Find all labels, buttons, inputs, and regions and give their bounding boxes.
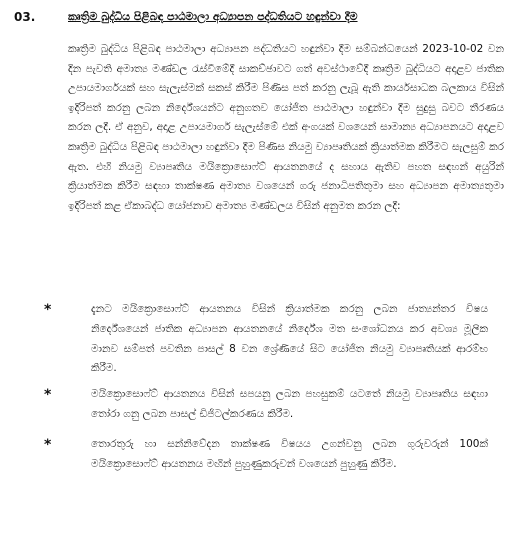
bullet-asterisk: * (44, 436, 52, 453)
section-number: 03. (14, 10, 36, 24)
bullet-list (44, 300, 504, 474)
bullet-asterisk: * (44, 302, 52, 318)
section-title: කෘත්‍රිම බුද්ධිය පිළිබඳ පාඨමාලා අධ්‍යාපන පද්ධතියට හඳුන්වා දීම (68, 10, 358, 23)
bullet-text: දැනට මයික්‍රොසොෆ්ට් ආයතනය විසින් ක්‍රියාත්මක කරනු ලබන ජාත්‍යන්තර විෂය නිර්දේශයෙන් ජාතික අධ්‍යාපන ආයතනයේ නිර්දේශ මත සංශෝධනය කර අවශ්‍ය මූලික මානව සම්පත් පවතින පාසල් 8 වන ශ්‍රේණියේ සිට යෝජිත නියමු ව්‍යාපෘතියක් ආරම්භ කිරීම. (91, 303, 488, 375)
bullet-item (44, 385, 504, 425)
bullet-asterisk: * (44, 387, 52, 404)
bullet-text: මයික්‍රොසොෆ්ට් ආයතනය විසින් සපයනු ලබන පහසුකම් යටතේ නියමු ව්‍යාපෘතිය සඳහා තෝරා ගනු ලබන පාසල් ඩිජිටල්කරණය කිරීම. (91, 388, 488, 420)
bullet-item (44, 300, 504, 379)
body-paragraph: කෘත්‍රිම බුද්ධිය පිළිබඳ පාඨමාලා අධ්‍යාපන පද්ධතියට හඳුන්වා දීම සම්බන්ධයෙන් 2023-10-02 වන දින පැවති අමාත්‍ය මණ්ඩල රැස්වීමේදී සාකච්ඡාවට ගත් අවස්ථාවේදී කෘත්‍රිම බුද්ධියට අදාළව ජාතික උපායමාර්ගයක් සහ සැලැස්මක් සකස් කිරීම පිණිස පත් කරනු ලැබූ ඇති කාර්යසාධක බලකාය විසින් ඉදිරිපත් කරනු ලබන නිර්දේශයන්ට අනුගතව යෝජිත පාඨමාලා හඳුන්වා දීම සුදුසු බවට තීරණය කරන ලදී. ඒ අනුව, අදාළ උපායමාර්ග සැලැස්මේ එක් අංගයක් වශයෙන් සාමාන්‍ය අධ්‍යාපනයට අදාළව කෘත්‍රිම බුද්ධිය පිළිබඳ පාඨමාලා හඳුන්වා දීම පිණිස නියමු ව්‍යාපෘතියක් ක්‍රියාත්මක කිරීමට සැලසුම් කර ඇත. එහි නියමු ව්‍යාපෘතිය මයික්‍රොසොෆ්ට් ආයතනයේ ද සහාය ඇතිව පහත සඳහන් අයුරින් ක්‍රියාත්මක කිරීම සඳහා තාක්ෂණ අමාත්‍ය වශයෙන් ගරු ජනාධිපතිතුමා සහ අධ්‍යාපන අමාත්‍යතුමා ඉදිරිපත් කළ ඒකාබද්ධ යෝජනාව අමාත්‍ය මණ්ඩලය විසින් අනුමත කරන ලදී: (68, 43, 504, 212)
bullet-item (44, 435, 504, 475)
bullet-text: තොරතුරු හා සන්නිවේදන තාක්ෂණ විෂයය උගන්වනු ලබන ගුරුවරුන් 100ක් මයික්‍රොසොෆ්ට් ආයතනය මඟින් පුහුණුකරුවන් වශයෙන් පුහුණු කිරීම. (91, 437, 488, 470)
